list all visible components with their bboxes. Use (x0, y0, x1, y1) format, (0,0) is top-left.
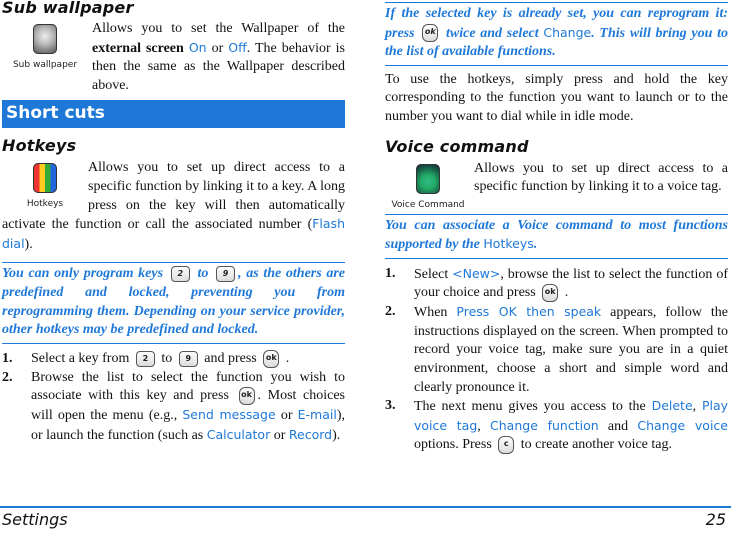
sub-wallpaper-heading: Sub wallpaper (2, 0, 134, 17)
key-2-icon: 2 (136, 351, 155, 367)
reprogram-note: If the selected key is already set, you can reprogram it: press ok twice and select Change. This will bring you to the list of available functions. (385, 2, 728, 66)
hotkeys-icon (33, 163, 57, 193)
list-item: 1. Select <New>, browse the list to select the function of your choice and press ok . (385, 265, 728, 301)
list-item: 2. When Press OK then speak appears, follow the instructions displayed on the screen. When prompted to record your voice tag, make sure you are in a quiet environment, choose a short and simple word and clearly pronounce it. (385, 304, 729, 395)
ok-key-icon: ok (263, 350, 279, 368)
voice-command-icon (416, 164, 440, 194)
sub-wallpaper-icon (33, 24, 57, 54)
c-key-icon: c (498, 436, 514, 454)
hotkeys-text: Allows you to set up direct access to a specific function by linking it to a key. A long press on the key will then automatically activate the function or call the associated number (Flash dial). (2, 160, 345, 252)
key-9-icon: 9 (179, 351, 198, 367)
voice-command-text: Allows you to set up direct access to a specific function by linking it to a voice tag. (474, 160, 728, 195)
ok-key-icon: ok (239, 387, 255, 405)
hotkeys-caption: Hotkeys (26, 199, 64, 210)
footer-section-title: Settings (2, 510, 68, 529)
hotkeys-steps (2, 350, 345, 445)
page-number: 25 (705, 510, 726, 529)
left-column (2, 0, 345, 445)
voice-command-icon-box (385, 160, 471, 208)
footer-divider (0, 506, 731, 508)
key-2-icon: 2 (171, 266, 190, 282)
hotkeys-usage-text: To use the hotkeys, simply press and hold the key corresponding to the function you want to launch or to the number you want to dial while in idle mode. (385, 71, 728, 124)
hotkeys-icon-box (2, 159, 88, 210)
hotkeys-heading: Hotkeys (2, 136, 77, 156)
voice-command-note: You can associate a Voice command to most functions supported by the Hotkeys. (385, 214, 728, 259)
voice-command-heading: Voice command (385, 136, 529, 156)
sub-wallpaper-caption: Sub wallpaper (12, 60, 78, 70)
sub-wallpaper-text: Allows you to set the Wallpaper of the external screen On or Off. The behavior is then the same as the Wallpaper described above. (92, 21, 345, 93)
list-item: 3. The next menu gives you access to the Delete, Play voice tag, Change function and Change voice options. Press c to create another voice tag. (385, 398, 729, 453)
list-item: 2. Browse the list to select the function you wish to associate with this key and press ok . Most choices will open the menu (e.g., Send message or E-mail), or launch the function (such as Calculator or Record). (2, 369, 346, 443)
sub-wallpaper-icon-box (2, 20, 88, 68)
hotkeys-note: You can only program keys 2 to 9 , as the others are predefined and locked, preventing you from reprogramming them. Depending on your service provider, other hotkeys may be predefined and locked. (2, 262, 345, 343)
voice-command-steps (385, 265, 728, 455)
right-column (385, 0, 728, 455)
key-9-icon: 9 (216, 266, 235, 282)
ok-key-icon: ok (422, 24, 438, 42)
voice-command-caption: Voice Command (391, 199, 465, 208)
shortcuts-bar: Short cuts (2, 100, 345, 128)
list-item: 1. Select a key from 2 to 9 and press ok . (2, 350, 290, 366)
ok-key-icon: ok (542, 284, 558, 302)
